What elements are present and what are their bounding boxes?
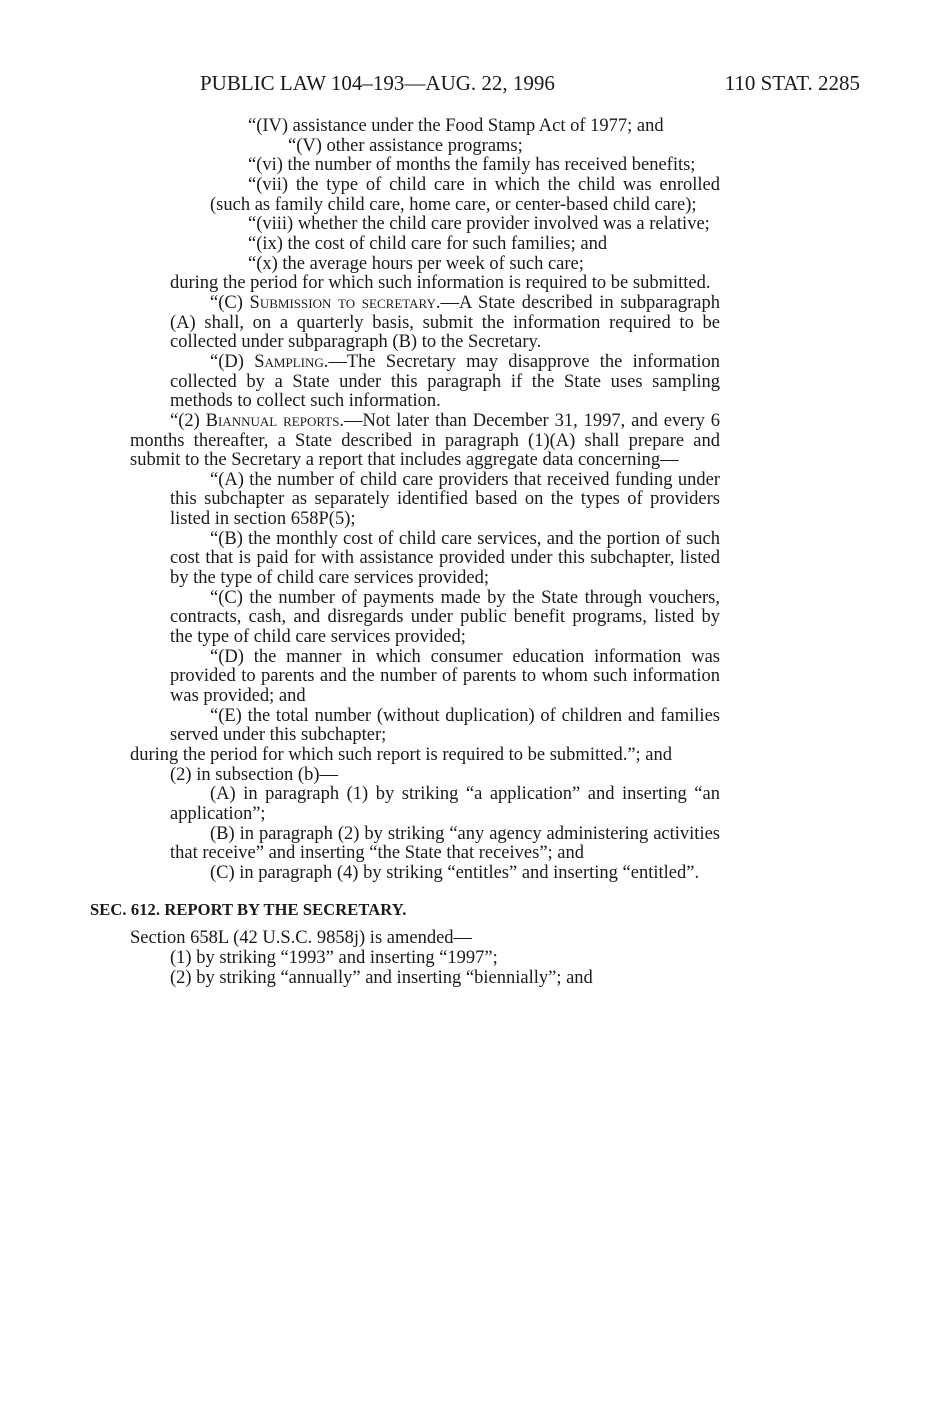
flush-text-information: during the period for which such information is required to be submitted.: [170, 273, 711, 294]
paragraph-2-biannual-reports: [130, 412, 720, 471]
clause-ix: “(ix) the cost of child care for such families; and: [248, 233, 608, 254]
section-612-item-2: (2) by striking “annually” and inserting “biennially”; and: [170, 967, 593, 988]
report-item-b: “(B) the monthly cost of child care services, and the portion of such cost that is paid for with assistance provided under this subchapter, listed by the type of child care services provided;: [170, 528, 720, 589]
report-item-e: “(E) the total number (without duplication) of children and families served under this subchapter;: [170, 705, 720, 746]
running-header: [200, 70, 860, 96]
header-stat-page: 110 STAT. 2285: [724, 71, 860, 95]
document-body: [90, 116, 721, 988]
amendment-item-2b: (B) in paragraph (2) by striking “any agency administering activities that receive” and inserting “the State that receives”; and: [170, 823, 720, 864]
report-item-d: “(D) the manner in which consumer education information was provided to parents and the number of parents to whom such information was provided; and: [170, 646, 720, 707]
clause-vi: “(vi) the number of months the family has received benefits;: [248, 155, 696, 176]
subparagraph-c-heading: “(C) Submission to secretary.: [210, 292, 441, 313]
clause-x: “(x) the average hours per week of such care;: [248, 253, 584, 274]
paragraph-2-heading: “(2) Biannual reports.: [170, 410, 345, 431]
subparagraph-d-heading: “(D) Sampling.: [210, 351, 329, 372]
amendment-item-2: (2) in subsection (b)—: [170, 764, 339, 785]
subparagraph-d-sampling: [130, 353, 720, 412]
subparagraph-c-text: —A State described in subparagraph (A) shall, on a quarterly basis, submit the information required to be collected under subparagraph (B) to the Secretary.: [170, 292, 720, 353]
flush-text-report: during the period for which such report is required to be submitted.”; and: [130, 745, 673, 765]
clause-v: “(V) other assistance programs;: [288, 135, 523, 156]
section-612-item-1: (1) by striking “1993” and inserting “1997”;: [170, 947, 498, 968]
subparagraph-d-text: —The Secretary may disapprove the information collected by a State under this paragraph if the State uses sampling methods to collect such information.: [170, 351, 721, 412]
section-612-heading: SEC. 612. REPORT BY THE SECRETARY.: [90, 899, 407, 919]
amendment-item-2c: (C) in paragraph (4) by striking “entitles” and inserting “entitled”.: [210, 862, 700, 883]
amendment-item-2a: (A) in paragraph (1) by striking “a application” and inserting “an application”;: [170, 784, 720, 824]
clause-viii: “(viii) whether the child care provider involved was a relative;: [248, 214, 710, 235]
clause-vii: “(vii) the type of child care in which the child was enrolled (such as family child care, home care, or center-based child care);: [210, 174, 720, 215]
section-612-intro: Section 658L (42 U.S.C. 9858j) is amended—: [130, 928, 473, 949]
clause-iv: “(IV) assistance under the Food Stamp Act of 1977; and: [248, 116, 664, 136]
report-item-a: “(A) the number of child care providers that received funding under this subchapter as separately identified based on the types of providers listed in section 658P(5);: [170, 469, 720, 530]
paragraph-2-text: —Not later than December 31, 1997, and every 6 months thereafter, a State described in paragraph (1)(A) shall prepare and submit to the Secretary a report that includes aggregate data concerning—: [130, 410, 720, 471]
report-item-c: “(C) the number of payments made by the State through vouchers, contracts, cash, and disregards under public benefit programs, listed by the type of child care services provided;: [170, 587, 720, 648]
subparagraph-c-submission: [130, 294, 720, 353]
header-public-law: PUBLIC LAW 104–193—AUG. 22, 1996: [200, 71, 555, 95]
